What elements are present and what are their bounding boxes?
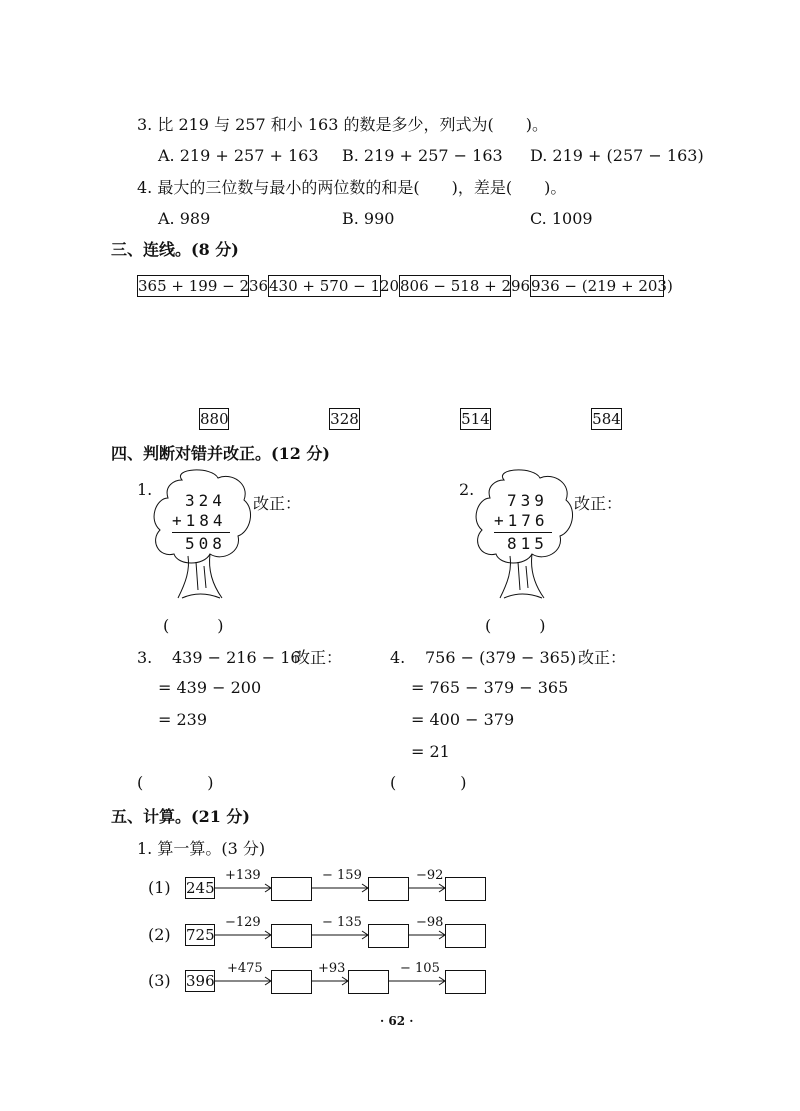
chain-1-op-2: − 159 [322, 868, 362, 883]
chain-3-answer-box-3[interactable] [445, 970, 486, 994]
chain-2-op-2: − 135 [322, 915, 362, 930]
chain-2-answer-box-3[interactable] [445, 924, 486, 948]
question-4-option-b[interactable]: B. 990 [342, 209, 395, 228]
item-3-correct-label: 改正： [294, 648, 343, 667]
item-2-addend-2: +176 [494, 511, 549, 530]
item-2-sum-line [494, 532, 552, 533]
item-1-result: 508 [185, 534, 226, 553]
arrow-icon [312, 976, 352, 986]
expression-box-1[interactable]: 365 + 199 − 236 [138, 277, 269, 295]
chain-1-op-3: −92 [416, 868, 444, 883]
item-4-correct-label: 改正： [578, 648, 627, 667]
question-4-stem: 4. 最大的三位数与最小的两位数的和是( )，差是( )。 [137, 178, 567, 197]
arrow-icon [215, 930, 275, 940]
item-4-answer-paren[interactable]: ( ) [390, 773, 467, 792]
section-3-title: 三、连线。(8 分) [111, 240, 239, 259]
chain-1-op-1: +139 [225, 868, 261, 883]
section-5-sub-1-title: 1. 算一算。(3 分) [137, 839, 266, 858]
result-box-2[interactable]: 328 [330, 410, 359, 428]
chain-3-op-1: +475 [227, 961, 263, 976]
item-1-number: 1. [137, 480, 153, 499]
chain-2-op-1: −129 [225, 915, 261, 930]
item-4-step-2: = 400 − 379 [411, 710, 515, 729]
chain-2-answer-box-2[interactable] [368, 924, 409, 948]
item-2-number: 2. [459, 480, 475, 499]
arrow-icon [215, 883, 275, 893]
chain-2-label: (2) [148, 925, 171, 944]
arrow-icon [389, 976, 449, 986]
item-3-number: 3. [137, 648, 153, 667]
item-2-addend-1: 739 [507, 491, 548, 510]
item-4-expression: 756 − (379 − 365) [425, 648, 577, 667]
item-3-step-1: = 439 − 200 [158, 678, 262, 697]
section-5-title: 五、计算。(21 分) [111, 807, 250, 826]
chain-1-answer-box-3[interactable] [445, 877, 486, 901]
question-3-option-d[interactable]: D. 219 + (257 − 163) [530, 146, 704, 165]
result-box-4[interactable]: 584 [592, 410, 621, 428]
chain-1-start-box: 245 [186, 879, 215, 897]
item-3-step-2: = 239 [158, 710, 208, 729]
expression-box-4[interactable]: 936 − (219 + 203) [531, 277, 673, 295]
chain-1-answer-box-1[interactable] [271, 877, 312, 901]
question-4-option-c[interactable]: C. 1009 [530, 209, 593, 228]
chain-3-answer-box-1[interactable] [271, 970, 312, 994]
item-1-addend-2: +184 [172, 511, 227, 530]
chain-3-op-2: +93 [318, 961, 346, 976]
arrow-icon [409, 883, 449, 893]
item-3-expression: 439 − 216 − 16 [172, 648, 301, 667]
chain-2-answer-box-1[interactable] [271, 924, 312, 948]
item-2-result: 815 [507, 534, 548, 553]
chain-3-op-3: − 105 [400, 961, 440, 976]
arrow-icon [312, 883, 372, 893]
item-3-answer-paren[interactable]: ( ) [137, 773, 214, 792]
chain-2-start-box: 725 [186, 926, 215, 944]
chain-3-answer-box-2[interactable] [348, 970, 389, 994]
chain-3-start-box: 396 [186, 972, 215, 990]
item-1-sum-line [172, 532, 230, 533]
chain-3-label: (3) [148, 971, 171, 990]
page-number: · 62 · [380, 1014, 414, 1028]
chain-1-answer-box-2[interactable] [368, 877, 409, 901]
item-4-step-3: = 21 [411, 742, 450, 761]
expression-box-2[interactable]: 430 + 570 − 120 [269, 277, 400, 295]
item-1-answer-paren[interactable]: ( ) [163, 616, 224, 635]
result-box-1[interactable]: 880 [200, 410, 229, 428]
item-1-addend-1: 324 [185, 491, 226, 510]
question-4-option-a[interactable]: A. 989 [158, 209, 211, 228]
arrow-icon [409, 930, 449, 940]
expression-box-3[interactable]: 806 − 518 + 296 [400, 277, 531, 295]
chain-2-op-3: −98 [416, 915, 444, 930]
item-2-answer-paren[interactable]: ( ) [485, 616, 546, 635]
question-3-option-b[interactable]: B. 219 + 257 − 163 [342, 146, 503, 165]
item-4-number: 4. [390, 648, 406, 667]
section-4-title: 四、判断对错并改正。(12 分) [111, 444, 330, 463]
result-box-3[interactable]: 514 [461, 410, 490, 428]
question-3-option-a[interactable]: A. 219 + 257 + 163 [158, 146, 319, 165]
item-4-step-1: = 765 − 379 − 365 [411, 678, 569, 697]
arrow-icon [215, 976, 275, 986]
arrow-icon [312, 930, 372, 940]
item-2-correct-label: 改正： [574, 494, 623, 513]
question-3-stem: 3. 比 219 与 257 和小 163 的数是多少，列式为( )。 [137, 115, 548, 134]
item-1-correct-label: 改正： [253, 494, 302, 513]
chain-1-label: (1) [148, 878, 171, 897]
